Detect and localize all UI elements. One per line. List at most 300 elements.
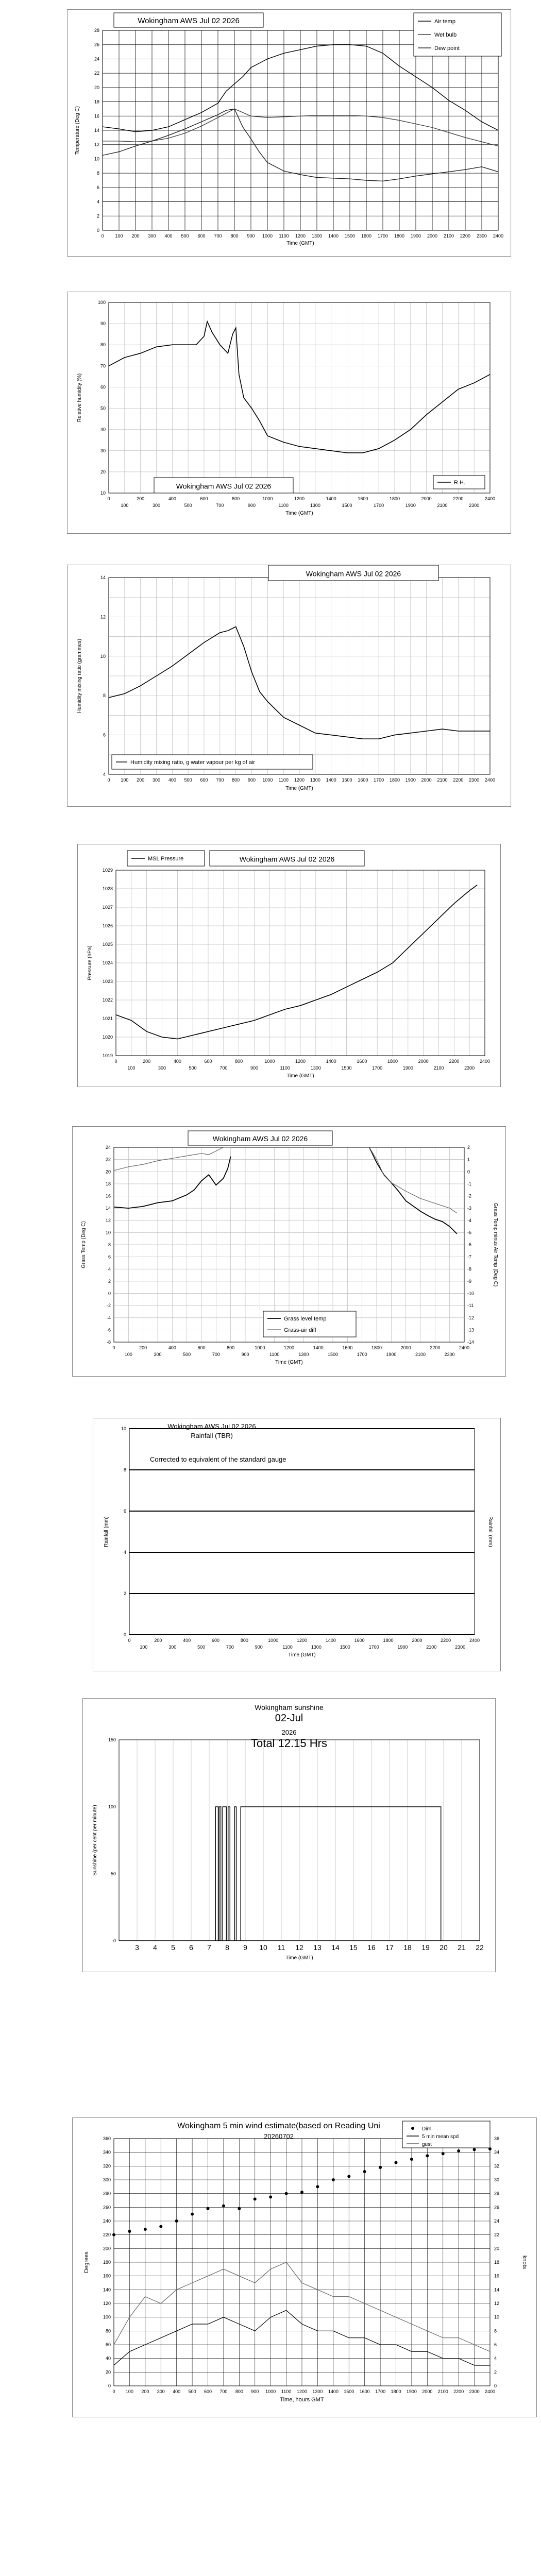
- y-tick-label: 12: [100, 614, 106, 620]
- legend-label: Wet bulb: [434, 32, 457, 38]
- x-tick-label: 200: [141, 2389, 149, 2394]
- x-tick-label: 2300: [469, 2389, 480, 2394]
- y-tick-label: 0: [113, 1938, 116, 1943]
- y-right-tick-label: -7: [467, 1254, 472, 1260]
- direction-point: [238, 2207, 241, 2210]
- x-tick-label: 1800: [387, 1059, 398, 1064]
- direction-point: [347, 2175, 350, 2178]
- y-tick-label: 2: [108, 1278, 111, 1284]
- x-tick-label: 600: [197, 1345, 206, 1350]
- x-tick-label: 3: [135, 1943, 139, 1952]
- x-tick-label: 400: [173, 1059, 181, 1064]
- chart-title: Wokingham AWS Jul 02 2026: [138, 16, 240, 26]
- x-tick-label: 1200: [295, 233, 306, 239]
- x-tick-label: 1900: [405, 777, 416, 783]
- x-tick-label: 2100: [437, 2389, 448, 2394]
- y-axis-label: Temperature (Deg C): [75, 106, 80, 155]
- x-tick-label: 2300: [455, 1645, 466, 1650]
- x-tick-label: 1400: [328, 233, 339, 239]
- y-tick-label: 2: [96, 213, 99, 219]
- x-tick-label: 100: [127, 1065, 136, 1071]
- y-tick-label: 60: [100, 384, 106, 390]
- x-tick-label: 200: [154, 1638, 162, 1643]
- legend-label: Dew point: [434, 45, 460, 52]
- direction-point: [442, 2152, 445, 2155]
- pressure-chart-panel: [77, 844, 501, 1087]
- y-tick-label: 360: [103, 2136, 111, 2141]
- y-tick-label: 4: [123, 1550, 126, 1555]
- x-tick-label: 1300: [310, 777, 320, 783]
- y-right-axis-label: Grass Temp minus Air Temp (Deg C): [493, 1202, 498, 1287]
- y-tick-label: -2: [106, 1303, 111, 1309]
- x-tick-label: 1400: [328, 2389, 339, 2394]
- x-tick-label: 14: [331, 1943, 340, 1952]
- y-tick-label: 4: [108, 1266, 111, 1272]
- legend-label: Humidity mixing ratio, g water vapour per kg of air: [130, 759, 256, 766]
- y-axis-label: Relative humidity (%): [77, 373, 82, 422]
- x-tick-label: 0: [107, 777, 110, 783]
- legend-label: Air temp: [434, 19, 455, 25]
- y-right-tick-label: 10: [494, 2314, 500, 2320]
- y-right-tick-label: -6: [467, 1242, 472, 1247]
- x-tick-label: 1700: [372, 1065, 383, 1071]
- x-tick-label: 1600: [357, 1059, 367, 1064]
- humidity-chart: [67, 292, 511, 533]
- x-tick-label: 0: [101, 233, 104, 239]
- x-tick-label: 1300: [311, 233, 323, 239]
- x-tick-label: 1900: [410, 233, 421, 239]
- x-tick-label: 22: [476, 1943, 484, 1952]
- x-tick-label: 800: [235, 1059, 243, 1064]
- y-tick-label: 14: [105, 1206, 111, 1211]
- x-tick-label: 2000: [421, 496, 432, 501]
- y-tick-label: 90: [100, 321, 106, 327]
- y-tick-label: 1024: [102, 960, 113, 965]
- y-tick-label: 8: [123, 1467, 126, 1472]
- x-tick-label: 1600: [359, 2389, 370, 2394]
- wind-chart: [73, 2118, 536, 2417]
- y-tick-label: 10: [100, 653, 106, 659]
- direction-point: [128, 2230, 131, 2233]
- legend-label: gust: [422, 2142, 432, 2147]
- direction-point: [253, 2197, 257, 2200]
- y-right-tick-label: -12: [467, 1315, 475, 1320]
- x-tick-label: 900: [247, 777, 256, 783]
- x-tick-label: 300: [148, 233, 156, 239]
- x-tick-label: 500: [184, 503, 192, 508]
- x-tick-label: 1700: [357, 1352, 367, 1357]
- y-tick-label: 340: [103, 2149, 111, 2155]
- x-tick-label: 200: [137, 496, 145, 501]
- x-tick-label: 800: [240, 1638, 248, 1643]
- y-tick-label: 10: [100, 490, 106, 496]
- x-tick-label: 500: [184, 777, 192, 783]
- y-tick-label: 22: [94, 71, 99, 76]
- x-tick-label: 1400: [326, 1059, 336, 1064]
- y-right-tick-label: 24: [494, 2218, 500, 2224]
- y-right-tick-label: 8: [494, 2328, 497, 2334]
- y-right-tick-label: -2: [467, 1193, 472, 1199]
- x-tick-label: 2300: [469, 777, 480, 783]
- y-tick-label: 0: [108, 1291, 111, 1296]
- x-tick-label: 12: [295, 1943, 303, 1952]
- x-tick-label: 2000: [412, 1638, 422, 1643]
- x-tick-label: 16: [367, 1943, 376, 1952]
- y-tick-label: 16: [94, 113, 99, 119]
- wind-chart-panel: [72, 2117, 537, 2417]
- grass-temp-line-evening: [369, 1147, 457, 1234]
- x-tick-label: 1800: [394, 233, 405, 239]
- y-tick-label: 140: [103, 2287, 111, 2293]
- x-tick-label: 1200: [294, 777, 305, 783]
- y-tick-label: 220: [103, 2232, 111, 2238]
- y-axis-label: Degrees: [83, 2251, 90, 2273]
- x-tick-label: 1800: [389, 777, 400, 783]
- x-tick-label: 2200: [441, 1638, 451, 1643]
- x-tick-label: 2100: [437, 777, 448, 783]
- x-tick-label: 15: [349, 1943, 358, 1952]
- sunshine-interval: [234, 1807, 236, 1941]
- y-tick-label: 8: [108, 1242, 111, 1247]
- x-tick-label: 100: [125, 2389, 133, 2394]
- y-right-tick-label: -9: [467, 1278, 472, 1284]
- y-right-tick-label: -4: [467, 1217, 472, 1223]
- y-axis-label: Rainfall (mm): [104, 1516, 109, 1547]
- x-tick-label: 500: [181, 233, 189, 239]
- y-tick-label: 150: [108, 1737, 116, 1742]
- x-tick-label: 2200: [460, 233, 471, 239]
- x-tick-label: 1200: [296, 2389, 308, 2394]
- x-tick-label: 600: [204, 2389, 212, 2394]
- y-right-tick-label: -14: [467, 1340, 475, 1345]
- chart-title: Wokingham sunshine: [255, 1703, 324, 1711]
- y-tick-label: -6: [106, 1327, 111, 1333]
- legend-label: 5 min mean spd: [422, 2134, 459, 2140]
- y-right-tick-label: -11: [467, 1303, 474, 1309]
- y-right-tick-label: 2: [467, 1145, 470, 1150]
- x-tick-label: 100: [115, 233, 123, 239]
- x-tick-label: 700: [216, 503, 224, 508]
- humidity-chart-panel: [67, 292, 511, 534]
- x-tick-label: 2000: [422, 2389, 433, 2394]
- temperature-chart-panel: [67, 9, 511, 257]
- y-right-tick-label: -1: [467, 1181, 472, 1187]
- x-tick-label: 2100: [426, 1645, 437, 1650]
- x-tick-label: 0: [112, 2389, 115, 2394]
- x-tick-label: 1000: [262, 777, 273, 783]
- x-tick-label: 500: [188, 2389, 196, 2394]
- x-tick-label: 1200: [295, 1059, 306, 1064]
- sunshine-chart: [83, 1699, 495, 1972]
- x-tick-label: 1100: [278, 503, 289, 508]
- x-tick-label: 1900: [397, 1645, 408, 1650]
- sunshine-interval: [228, 1807, 230, 1941]
- x-tick-label: 1600: [342, 1345, 353, 1350]
- sunshine-interval: [223, 1807, 226, 1941]
- direction-point: [395, 2161, 398, 2164]
- y-tick-label: 1029: [102, 868, 113, 873]
- legend-label: Grass level temp: [284, 1316, 327, 1322]
- x-tick-label: 100: [124, 1352, 132, 1357]
- x-tick-label: 2200: [453, 777, 464, 783]
- x-tick-label: 1600: [358, 777, 368, 783]
- y-tick-label: 1028: [102, 886, 113, 891]
- x-tick-label: 1600: [358, 496, 368, 501]
- chart-title: Wokingham AWS Jul 02 2026: [306, 569, 401, 578]
- x-tick-label: 1700: [377, 233, 388, 239]
- x-tick-label: 1300: [312, 2389, 323, 2394]
- y-tick-label: 6: [103, 732, 106, 738]
- y-right-tick-label: -5: [467, 1230, 472, 1235]
- x-tick-label: 1800: [389, 496, 400, 501]
- x-tick-label: 2400: [469, 1638, 480, 1643]
- y-tick-label: 0: [123, 1632, 126, 1637]
- x-tick-label: 600: [204, 1059, 212, 1064]
- y-tick-label: 20: [100, 469, 106, 474]
- y-tick-label: 1023: [102, 979, 113, 984]
- x-tick-label: 300: [168, 1645, 177, 1650]
- direction-point: [285, 2192, 288, 2195]
- x-tick-label: 1400: [325, 1638, 336, 1643]
- grass-temp-chart: [73, 1127, 505, 1376]
- x-tick-label: 1300: [311, 1645, 322, 1650]
- y-right-axis-label: knots: [521, 2255, 528, 2269]
- x-tick-label: 300: [152, 503, 161, 508]
- y-tick-label: 20: [105, 2369, 111, 2375]
- y-tick-label: 100: [108, 1804, 116, 1809]
- legend-swatch: [411, 2127, 414, 2130]
- x-tick-label: 1000: [255, 1345, 265, 1350]
- x-tick-label: 1900: [405, 503, 416, 508]
- chart-title: Wokingham 5 min wind estimate(based on Reading Uni: [177, 2122, 380, 2130]
- x-axis-label: Time (GMT): [286, 1073, 314, 1079]
- y-tick-label: 320: [103, 2163, 111, 2169]
- x-axis-label: Time (GMT): [285, 1955, 313, 1961]
- x-tick-label: 1900: [406, 2389, 417, 2394]
- x-tick-label: 400: [168, 1345, 176, 1350]
- pressure-chart: [78, 844, 500, 1087]
- y-tick-label: 1027: [102, 905, 113, 910]
- y-right-axis-label: Rainfall (mm): [487, 1516, 493, 1547]
- y-tick-label: 1026: [102, 923, 113, 928]
- x-tick-label: 2000: [418, 1059, 429, 1064]
- x-tick-label: 1100: [281, 2389, 292, 2394]
- x-tick-label: 5: [171, 1943, 175, 1952]
- x-tick-label: 1500: [341, 1065, 352, 1071]
- y-right-tick-label: -3: [467, 1206, 472, 1211]
- y-tick-label: 50: [110, 1871, 116, 1876]
- y-right-tick-label: 2: [494, 2369, 497, 2375]
- x-tick-label: 800: [235, 2389, 243, 2394]
- x-tick-label: 2400: [459, 1345, 470, 1350]
- x-tick-label: 700: [214, 233, 222, 239]
- x-tick-label: 13: [313, 1943, 322, 1952]
- x-axis-label: Time (GMT): [275, 1360, 303, 1365]
- y-tick-label: -8: [106, 1340, 111, 1345]
- y-tick-label: 6: [123, 1509, 126, 1514]
- y-tick-label: 10: [105, 1230, 111, 1235]
- y-tick-label: 1022: [102, 997, 113, 1003]
- sunshine-chart-panel: [82, 1698, 496, 1972]
- y-axis-label: Humidity mixing ratio (grammes): [77, 639, 82, 713]
- chart-subtitle: Rainfall (TBR): [191, 1432, 233, 1439]
- x-tick-label: 1700: [368, 1645, 379, 1650]
- x-tick-label: 2300: [469, 503, 480, 508]
- direction-point: [379, 2166, 382, 2169]
- y-tick-label: 40: [105, 2355, 111, 2361]
- legend-label: MSL Pressure: [148, 856, 184, 862]
- y-tick-label: 1021: [102, 1016, 113, 1021]
- x-tick-label: 1600: [361, 233, 372, 239]
- x-tick-label: 1800: [383, 1638, 394, 1643]
- x-tick-label: 7: [207, 1943, 211, 1952]
- y-right-tick-label: 0: [494, 2383, 497, 2388]
- x-tick-label: 1300: [310, 1065, 321, 1071]
- y-right-tick-label: -10: [467, 1291, 475, 1296]
- x-tick-label: 1100: [280, 1065, 290, 1071]
- annotation-total: Total 12.15 Hrs: [251, 1737, 327, 1750]
- legend-label: Grass-air diff: [284, 1327, 316, 1333]
- x-tick-label: 2400: [493, 233, 504, 239]
- x-tick-label: 2100: [443, 233, 454, 239]
- y-tick-label: 60: [105, 2342, 111, 2347]
- x-tick-label: 200: [137, 777, 145, 783]
- y-tick-label: 10: [94, 156, 99, 162]
- legend-label: Dirn: [422, 2126, 432, 2132]
- y-tick-label: 8: [103, 693, 106, 699]
- x-tick-label: 600: [211, 1638, 220, 1643]
- x-axis-label: Time (GMT): [285, 511, 313, 516]
- x-tick-label: 9: [243, 1943, 247, 1952]
- y-tick-label: 14: [94, 128, 99, 133]
- direction-point: [159, 2225, 162, 2228]
- x-tick-label: 4: [153, 1943, 157, 1952]
- y-tick-label: 8: [96, 171, 99, 176]
- x-tick-label: 2200: [453, 2389, 464, 2394]
- direction-point: [207, 2207, 210, 2210]
- x-tick-label: 6: [189, 1943, 193, 1952]
- x-tick-label: 400: [168, 496, 176, 501]
- x-tick-label: 600: [200, 777, 208, 783]
- x-axis-label: Time, hours GMT: [280, 2397, 324, 2403]
- direction-point: [316, 2185, 319, 2188]
- chart-title: Wokingham AWS Jul 02 2026: [176, 482, 272, 490]
- x-tick-label: 11: [277, 1943, 285, 1952]
- x-tick-label: 1000: [268, 1638, 279, 1643]
- x-tick-label: 1300: [298, 1352, 309, 1357]
- rainfall-chart-panel: [93, 1418, 501, 1671]
- x-tick-label: 0: [114, 1059, 117, 1064]
- y-tick-label: 80: [105, 2328, 111, 2334]
- y-tick-label: 6: [96, 184, 99, 190]
- x-tick-label: 800: [227, 1345, 235, 1350]
- x-tick-label: 2400: [484, 777, 496, 783]
- x-tick-label: 200: [139, 1345, 147, 1350]
- x-tick-label: 1800: [391, 2389, 401, 2394]
- x-tick-label: 1500: [344, 2389, 354, 2394]
- y-tick-label: 18: [105, 1181, 111, 1187]
- x-tick-label: 10: [259, 1943, 267, 1952]
- x-tick-label: 2400: [484, 496, 496, 501]
- rainfall-chart: [93, 1418, 500, 1671]
- y-right-tick-label: 32: [494, 2163, 500, 2169]
- y-right-tick-label: 4: [494, 2355, 497, 2361]
- x-tick-label: 200: [131, 233, 140, 239]
- y-tick-label: 4: [96, 199, 99, 205]
- y-tick-label: 28: [94, 28, 99, 33]
- y-tick-label: 180: [103, 2260, 111, 2265]
- x-tick-label: 1200: [296, 1638, 308, 1643]
- y-tick-label: 260: [103, 2205, 111, 2210]
- x-tick-label: 1000: [262, 233, 273, 239]
- direction-point: [426, 2154, 429, 2157]
- direction-point: [144, 2228, 147, 2231]
- y-tick-label: 1020: [102, 1035, 113, 1040]
- x-tick-label: 800: [232, 777, 240, 783]
- chart-title: Wokingham AWS Jul 02 2026: [167, 1422, 256, 1430]
- x-tick-label: 2100: [433, 1065, 444, 1071]
- x-tick-label: 2400: [484, 2389, 496, 2394]
- x-tick-label: 0: [107, 496, 110, 501]
- x-tick-label: 400: [164, 233, 173, 239]
- x-tick-label: 1700: [374, 503, 384, 508]
- x-tick-label: 1200: [294, 496, 305, 501]
- x-tick-label: 1900: [402, 1065, 413, 1071]
- y-right-tick-label: 16: [494, 2273, 500, 2279]
- y-right-tick-label: 12: [494, 2301, 500, 2306]
- x-tick-label: 1400: [326, 777, 336, 783]
- x-tick-label: 2100: [415, 1352, 426, 1357]
- y-right-tick-label: 30: [494, 2177, 500, 2182]
- x-tick-label: 1400: [313, 1345, 324, 1350]
- x-tick-label: 2000: [400, 1345, 411, 1350]
- x-tick-label: 1500: [327, 1352, 339, 1357]
- y-tick-label: 50: [100, 405, 106, 411]
- chart-subtitle: 02-Jul: [275, 1713, 303, 1724]
- x-tick-label: 500: [197, 1645, 206, 1650]
- x-tick-label: 900: [251, 2389, 259, 2394]
- x-tick-label: 200: [143, 1059, 151, 1064]
- x-tick-label: 1000: [264, 1059, 275, 1064]
- y-tick-label: 6: [108, 1254, 111, 1260]
- y-right-tick-label: -13: [467, 1327, 475, 1333]
- y-tick-label: 22: [105, 1157, 111, 1162]
- x-tick-label: 700: [219, 2389, 228, 2394]
- y-tick-label: 100: [97, 300, 106, 305]
- direction-point: [410, 2158, 413, 2161]
- x-tick-label: 0: [128, 1638, 131, 1643]
- x-tick-label: 800: [230, 233, 239, 239]
- y-tick-label: 200: [103, 2246, 111, 2251]
- x-tick-label: 1000: [262, 496, 273, 501]
- y-tick-label: 120: [103, 2301, 111, 2306]
- y-tick-label: 24: [94, 56, 99, 62]
- y-tick-label: 20: [105, 1169, 111, 1175]
- y-tick-label: 100: [103, 2314, 111, 2320]
- y-tick-label: 70: [100, 363, 106, 369]
- x-tick-label: 100: [121, 503, 129, 508]
- temperature-chart: [67, 10, 511, 256]
- direction-point: [332, 2178, 335, 2181]
- y-axis-label: Grass Temp (Deg C): [81, 1221, 87, 1268]
- x-axis-label: Time (GMT): [288, 1652, 316, 1658]
- x-tick-label: 2300: [476, 233, 487, 239]
- y-right-tick-label: 28: [494, 2191, 500, 2196]
- x-tick-label: 2200: [430, 1345, 441, 1350]
- x-tick-label: 18: [403, 1943, 412, 1952]
- y-right-tick-label: 26: [494, 2205, 500, 2210]
- x-tick-label: 1500: [342, 503, 352, 508]
